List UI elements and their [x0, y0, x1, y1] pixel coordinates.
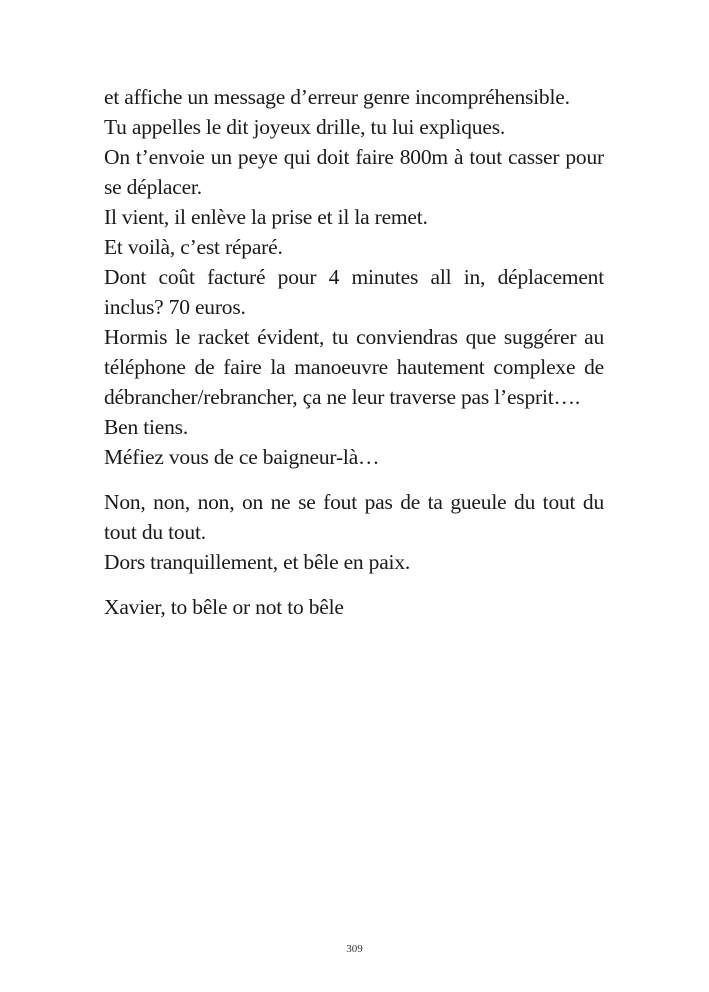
signature-line: Xavier, to bêle or not to bêle — [104, 595, 344, 619]
paragraph: et affiche un message d’erreur genre incompréhensible. — [104, 85, 570, 109]
paragraph: Et voilà, c’est réparé. — [104, 235, 283, 259]
paragraph: Il vient, il enlève la prise et il la remet. — [104, 205, 428, 229]
paragraph: Dors tranquillement, et bêle en paix. — [104, 550, 411, 574]
paragraph: Ben tiens. — [104, 415, 188, 439]
paragraph: Non, non, non, on ne se fout pas de ta gueule du tout du tout du tout. — [104, 490, 604, 544]
body-text — [104, 82, 604, 622]
paragraph: Méfiez vous de ce baigneur-là… — [104, 445, 380, 469]
paragraph: Tu appelles le dit joyeux drille, tu lui expliques. — [104, 115, 506, 139]
paragraph: On t’envoie un peye qui doit faire 800m à tout casser pour se déplacer. — [104, 145, 604, 199]
paragraph: Hormis le racket évident, tu conviendras que suggérer au téléphone de faire la manoeuvre hautement complexe de débrancher/rebrancher, ça ne leur traverse pas l’esprit…. — [104, 325, 604, 409]
page-number: 309 — [346, 943, 363, 955]
paragraph: Dont coût facturé pour 4 minutes all in, déplacement inclus? 70 euros. — [104, 265, 604, 319]
